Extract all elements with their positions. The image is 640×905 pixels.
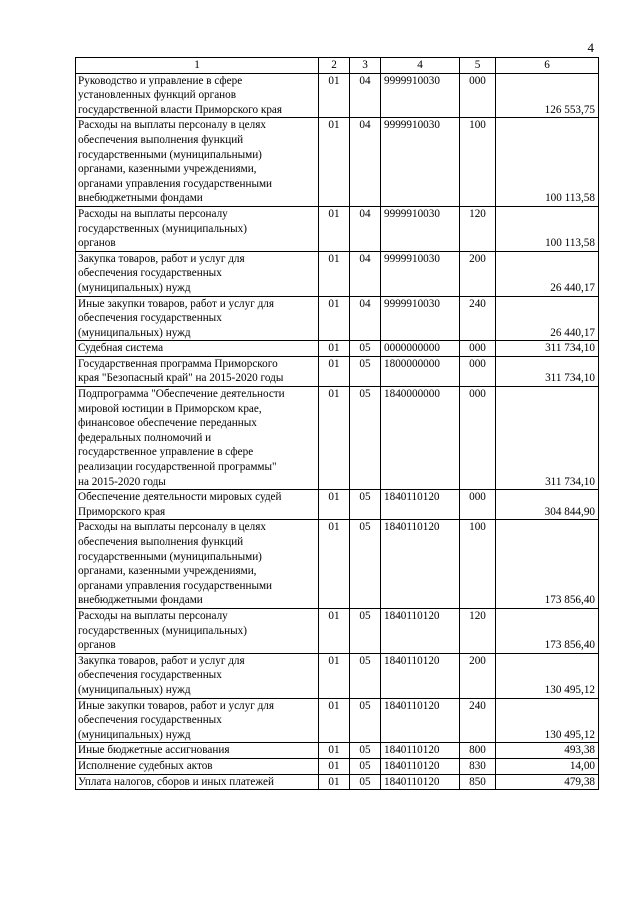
subsection-code-cell: 05	[350, 653, 381, 698]
section-code-cell: 01	[319, 520, 350, 609]
table-row	[76, 758, 599, 774]
target-item-cell: 1840110120	[381, 490, 460, 520]
section-code-cell: 01	[319, 296, 350, 341]
subsection-code-cell: 04	[350, 118, 381, 207]
target-item-cell: 1840110120	[381, 698, 460, 743]
row-name-cell: Подпрограмма "Обеспечение деятельности мировой юстиции в Приморском крае, финансовое обеспечение переданных федеральных полномочий и государственное управление в сфере реализации государственной программы" на 2015-2020 годы	[76, 387, 319, 490]
row-name-cell: Закупка товаров, работ и услуг для обеспечения государственных (муниципальных) нужд	[76, 653, 319, 698]
subsection-code-cell: 05	[350, 774, 381, 790]
amount-cell: 26 440,17	[496, 251, 599, 296]
row-name-cell: Уплата налогов, сборов и иных платежей	[76, 774, 319, 790]
target-item-cell: 1840000000	[381, 387, 460, 490]
amount-cell: 100 113,58	[496, 118, 599, 207]
amount-cell: 14,00	[496, 758, 599, 774]
header-cell: 5	[460, 58, 496, 74]
amount-cell: 130 495,12	[496, 698, 599, 743]
subsection-code-cell: 05	[350, 356, 381, 386]
target-item-cell: 1840110120	[381, 743, 460, 759]
row-name-cell: Обеспечение деятельности мировых судей Приморского края	[76, 490, 319, 520]
row-name-cell: Расходы на выплаты персоналу в целях обеспечения выполнения функций государственными (муниципальными) органами, казенными учреждениями, органами управления государственными внебюджетными фондами	[76, 118, 319, 207]
expense-type-cell: 100	[460, 118, 496, 207]
expense-type-cell: 800	[460, 743, 496, 759]
amount-cell: 130 495,12	[496, 653, 599, 698]
table-row	[76, 743, 599, 759]
table-row	[76, 698, 599, 743]
amount-cell: 173 856,40	[496, 520, 599, 609]
section-code-cell: 01	[319, 653, 350, 698]
subsection-code-cell: 05	[350, 698, 381, 743]
table-row	[76, 520, 599, 609]
table-row	[76, 206, 599, 251]
target-item-cell: 1840110120	[381, 774, 460, 790]
header-cell: 1	[76, 58, 319, 74]
section-code-cell: 01	[319, 490, 350, 520]
target-item-cell: 1840110120	[381, 608, 460, 653]
table-row	[76, 608, 599, 653]
target-item-cell: 0000000000	[381, 341, 460, 357]
header-cell: 3	[350, 58, 381, 74]
expense-type-cell: 120	[460, 608, 496, 653]
subsection-code-cell: 05	[350, 520, 381, 609]
row-name-cell: Иные закупки товаров, работ и услуг для обеспечения государственных (муниципальных) нужд	[76, 698, 319, 743]
table-row	[76, 490, 599, 520]
table-header-row	[76, 58, 599, 74]
amount-cell: 311 734,10	[496, 387, 599, 490]
subsection-code-cell: 04	[350, 296, 381, 341]
section-code-cell: 01	[319, 251, 350, 296]
table-row	[76, 296, 599, 341]
table-row	[76, 341, 599, 357]
expense-type-cell: 240	[460, 698, 496, 743]
expense-type-cell: 240	[460, 296, 496, 341]
row-name-cell: Иные закупки товаров, работ и услуг для обеспечения государственных (муниципальных) нужд	[76, 296, 319, 341]
amount-cell: 173 856,40	[496, 608, 599, 653]
section-code-cell: 01	[319, 608, 350, 653]
row-name-cell: Руководство и управление в сфере установленных функций органов государственной власти Приморского края	[76, 73, 319, 118]
header-cell: 2	[319, 58, 350, 74]
section-code-cell: 01	[319, 73, 350, 118]
target-item-cell: 1840110120	[381, 758, 460, 774]
amount-cell: 26 440,17	[496, 296, 599, 341]
section-code-cell: 01	[319, 356, 350, 386]
target-item-cell: 9999910030	[381, 251, 460, 296]
subsection-code-cell: 04	[350, 206, 381, 251]
expense-type-cell: 000	[460, 341, 496, 357]
header-cell: 4	[381, 58, 460, 74]
row-name-cell: Расходы на выплаты персоналу в целях обеспечения выполнения функций государственными (муниципальными) органами, казенными учреждениями, органами управления государственными внебюджетными фондами	[76, 520, 319, 609]
expense-type-cell: 120	[460, 206, 496, 251]
subsection-code-cell: 05	[350, 758, 381, 774]
subsection-code-cell: 05	[350, 341, 381, 357]
section-code-cell: 01	[319, 774, 350, 790]
row-name-cell: Судебная система	[76, 341, 319, 357]
table-row	[76, 774, 599, 790]
subsection-code-cell: 05	[350, 490, 381, 520]
section-code-cell: 01	[319, 698, 350, 743]
table-row	[76, 118, 599, 207]
table-row	[76, 251, 599, 296]
amount-cell: 311 734,10	[496, 356, 599, 386]
subsection-code-cell: 04	[350, 251, 381, 296]
subsection-code-cell: 05	[350, 743, 381, 759]
amount-cell: 311 734,10	[496, 341, 599, 357]
budget-table	[75, 57, 599, 790]
expense-type-cell: 850	[460, 774, 496, 790]
section-code-cell: 01	[319, 743, 350, 759]
subsection-code-cell: 05	[350, 608, 381, 653]
row-name-cell: Расходы на выплаты персоналу государственных (муниципальных) органов	[76, 206, 319, 251]
row-name-cell: Расходы на выплаты персоналу государственных (муниципальных) органов	[76, 608, 319, 653]
header-cell: 6	[496, 58, 599, 74]
table-row	[76, 356, 599, 386]
expense-type-cell: 200	[460, 251, 496, 296]
expense-type-cell: 000	[460, 387, 496, 490]
table-row	[76, 387, 599, 490]
amount-cell: 126 553,75	[496, 73, 599, 118]
section-code-cell: 01	[319, 387, 350, 490]
expense-type-cell: 000	[460, 73, 496, 118]
row-name-cell: Исполнение судебных актов	[76, 758, 319, 774]
amount-cell: 304 844,90	[496, 490, 599, 520]
section-code-cell: 01	[319, 118, 350, 207]
subsection-code-cell: 04	[350, 73, 381, 118]
table-row	[76, 73, 599, 118]
target-item-cell: 1800000000	[381, 356, 460, 386]
target-item-cell: 1840110120	[381, 653, 460, 698]
expense-type-cell: 830	[460, 758, 496, 774]
row-name-cell: Государственная программа Приморского края "Безопасный край" на 2015-2020 годы	[76, 356, 319, 386]
expense-type-cell: 200	[460, 653, 496, 698]
row-name-cell: Иные бюджетные ассигнования	[76, 743, 319, 759]
amount-cell: 493,38	[496, 743, 599, 759]
row-name-cell: Закупка товаров, работ и услуг для обеспечения государственных (муниципальных) нужд	[76, 251, 319, 296]
target-item-cell: 9999910030	[381, 118, 460, 207]
subsection-code-cell: 05	[350, 387, 381, 490]
page-number: 4	[587, 40, 594, 55]
target-item-cell: 9999910030	[381, 296, 460, 341]
expense-type-cell: 000	[460, 490, 496, 520]
target-item-cell: 9999910030	[381, 206, 460, 251]
table-row	[76, 653, 599, 698]
expense-type-cell: 000	[460, 356, 496, 386]
section-code-cell: 01	[319, 758, 350, 774]
section-code-cell: 01	[319, 341, 350, 357]
target-item-cell: 1840110120	[381, 520, 460, 609]
target-item-cell: 9999910030	[381, 73, 460, 118]
amount-cell: 100 113,58	[496, 206, 599, 251]
amount-cell: 479,38	[496, 774, 599, 790]
expense-type-cell: 100	[460, 520, 496, 609]
section-code-cell: 01	[319, 206, 350, 251]
